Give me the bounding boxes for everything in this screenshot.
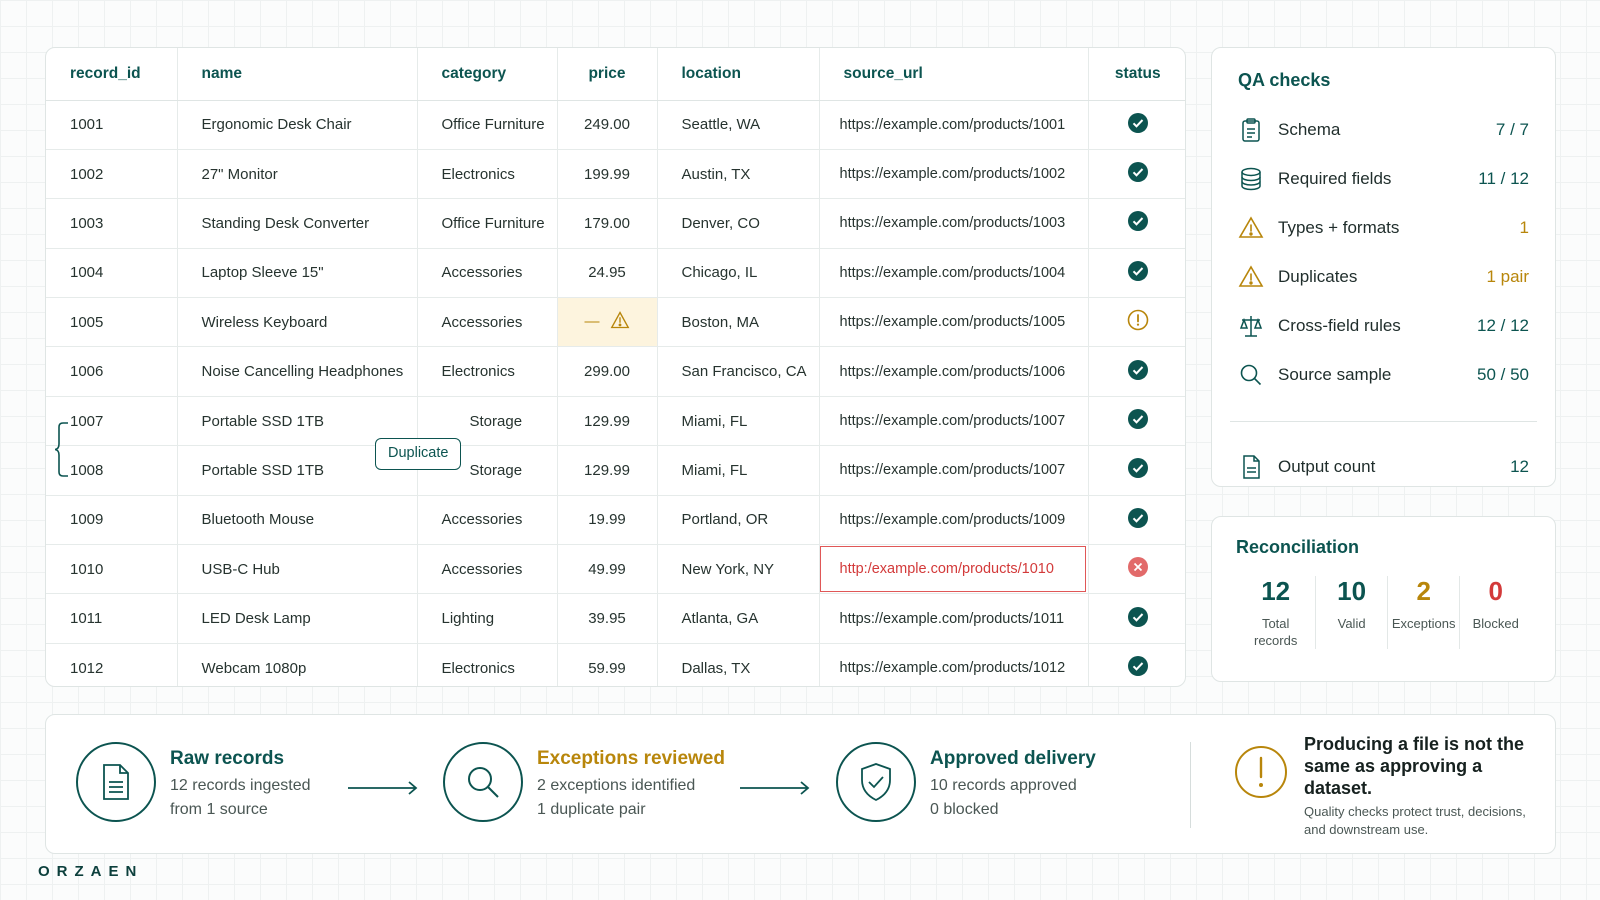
- cell-source-url: [819, 643, 1088, 687]
- cell-value: 299.00: [584, 363, 630, 381]
- cell-value: 249.00: [584, 116, 630, 134]
- cell-source-url: [819, 545, 1088, 594]
- cell-price: [557, 149, 657, 198]
- warning-triangle-icon: [1238, 215, 1264, 241]
- cell-location: [657, 495, 819, 544]
- check-circle-icon: [1127, 507, 1149, 533]
- cell-record-id: [46, 149, 177, 198]
- cell-value: —: [584, 313, 600, 331]
- cell-category: [417, 545, 557, 594]
- error-circle-icon: [1127, 556, 1149, 582]
- flow-step-line: 12 records ingested: [170, 777, 311, 794]
- qa-checks-panel: [1211, 47, 1556, 487]
- cell-value: 24.95: [588, 264, 626, 282]
- cell-value: 27" Monitor: [201, 165, 278, 183]
- cell-value: 179.00: [584, 214, 630, 232]
- reconciliation-stat: [1316, 576, 1388, 649]
- cell-value: Noise Cancelling Headphones: [201, 363, 404, 381]
- cell-location: [657, 100, 819, 149]
- cell-source-url: [819, 594, 1088, 643]
- cell-value: 1003: [70, 214, 104, 232]
- cell-status: [1088, 446, 1186, 495]
- cell-price: [557, 347, 657, 396]
- cell-value: Austin, TX: [681, 165, 751, 183]
- cell-value: LED Desk Lamp: [201, 610, 311, 628]
- check-circle-icon: [1127, 457, 1149, 483]
- cell-status: [1088, 149, 1186, 198]
- qa-check-value: 50 / 50: [1477, 364, 1529, 384]
- cell-name: [177, 298, 417, 347]
- reconciliation-title: Reconciliation: [1236, 537, 1360, 557]
- cell-value: San Francisco, CA: [681, 363, 807, 381]
- qa-check-list: [1238, 105, 1529, 399]
- cell-source-url: [819, 298, 1088, 347]
- cell-status: [1088, 545, 1186, 594]
- qa-check-row[interactable]: [1238, 252, 1529, 301]
- cell-value: Atlanta, GA: [681, 610, 759, 628]
- stat-label: Blocked: [1472, 616, 1519, 631]
- cell-value: Miami, FL: [681, 412, 748, 430]
- qa-check-value: 1 pair: [1486, 266, 1529, 286]
- stat-label: Total records: [1254, 616, 1298, 648]
- cell-value: 1005: [70, 313, 104, 331]
- flow-step-title: Raw records: [170, 748, 285, 769]
- reconciliation-stats: [1236, 576, 1531, 649]
- cell-status: [1088, 643, 1186, 687]
- table-row[interactable]: [46, 248, 1186, 297]
- cell-value: https://example.com/products/1012: [839, 660, 1066, 677]
- check-circle-icon: [1127, 359, 1149, 385]
- cell-value: 1010: [70, 560, 104, 578]
- reconciliation-stat: [1388, 576, 1461, 649]
- cell-value: Storage: [469, 461, 523, 479]
- records-table-card: [45, 47, 1186, 687]
- cell-price: [557, 248, 657, 297]
- arrow-right-icon: [740, 781, 812, 795]
- cell-source-url: [819, 248, 1088, 297]
- qa-divider: [1230, 421, 1537, 422]
- cell-value: Accessories: [441, 264, 523, 282]
- note-title: Producing a file is not the same as approving a dataset.: [1304, 734, 1525, 798]
- alert-circle-icon: [1127, 309, 1149, 335]
- cell-value: 1004: [70, 264, 104, 282]
- cell-value: 1008: [70, 461, 104, 479]
- cell-value: 39.95: [588, 610, 626, 628]
- check-circle-icon: [1127, 260, 1149, 286]
- cell-status: [1088, 248, 1186, 297]
- cell-name: [177, 495, 417, 544]
- cell-price: [557, 643, 657, 687]
- cell-price: [557, 100, 657, 149]
- cell-source-url: [819, 199, 1088, 248]
- cell-location: [657, 199, 819, 248]
- column-header-status[interactable]: status: [1088, 48, 1186, 100]
- cell-name: [177, 545, 417, 594]
- cell-category: [417, 495, 557, 544]
- cell-source-url: [819, 495, 1088, 544]
- cell-value: https://example.com/products/1002: [839, 166, 1066, 183]
- flow-step-line: 0 blocked: [930, 801, 999, 818]
- check-circle-icon: [1127, 606, 1149, 632]
- document-icon: [1238, 454, 1264, 480]
- flow-divider: [1190, 742, 1191, 828]
- qa-check-value: 1: [1519, 217, 1529, 237]
- clipboard-icon: [1238, 117, 1264, 143]
- reconciliation-panel: [1211, 516, 1556, 682]
- cell-status: [1088, 100, 1186, 149]
- cell-price: [557, 545, 657, 594]
- check-circle-icon: [1127, 112, 1149, 138]
- cell-value: Lighting: [441, 610, 495, 628]
- column-header-record-id[interactable]: record_id: [46, 48, 177, 100]
- flow-step-line: 2 exceptions identified: [537, 777, 696, 794]
- cell-value: 49.99: [588, 560, 626, 578]
- cell-record-id: [46, 545, 177, 594]
- stat-label: Exceptions: [1391, 616, 1456, 631]
- column-header-source-url[interactable]: source_url: [819, 48, 1088, 100]
- qa-check-label: Duplicates: [1278, 266, 1358, 286]
- output-count-row: [1238, 442, 1529, 491]
- cell-record-id: [46, 100, 177, 149]
- delivery-flow-panel: [45, 714, 1556, 854]
- cell-record-id: [46, 347, 177, 396]
- cell-value: Standing Desk Converter: [201, 214, 370, 232]
- cell-record-id: [46, 594, 177, 643]
- output-count-value: 12: [1510, 456, 1529, 476]
- cell-location: [657, 248, 819, 297]
- cell-value: https://example.com/products/1009: [839, 511, 1066, 528]
- cell-value: 199.99: [584, 165, 630, 183]
- check-circle-icon: [1127, 210, 1149, 236]
- flow-step-title: Approved delivery: [930, 748, 1096, 769]
- cell-name: [177, 248, 417, 297]
- column-header-category[interactable]: category: [417, 48, 557, 100]
- qa-check-row[interactable]: [1238, 154, 1529, 203]
- cell-record-id: [46, 495, 177, 544]
- table-row[interactable]: [46, 149, 1186, 198]
- shield-check-icon: [836, 742, 916, 822]
- cell-category: [417, 248, 557, 297]
- cell-value: https://example.com/products/1007: [839, 413, 1066, 430]
- cell-value: 1007: [70, 412, 104, 430]
- cell-value: 59.99: [588, 659, 626, 677]
- cell-source-url: [819, 149, 1088, 198]
- cell-value: 129.99: [584, 412, 630, 430]
- cell-value: 1006: [70, 363, 104, 381]
- cell-value: https://example.com/products/1006: [839, 363, 1066, 380]
- qa-check-row[interactable]: [1238, 350, 1529, 399]
- cell-value: 19.99: [588, 511, 626, 529]
- qa-check-label: Schema: [1278, 119, 1341, 139]
- flow-step-line: 1 duplicate pair: [537, 801, 646, 818]
- cell-value: Accessories: [441, 511, 523, 529]
- table-header-row: [46, 48, 1186, 100]
- check-circle-icon: [1127, 408, 1149, 434]
- duplicate-tag: Duplicate: [375, 438, 461, 470]
- qa-check-value: 11 / 12: [1478, 168, 1529, 188]
- cell-record-id: [46, 199, 177, 248]
- cell-value: Electronics: [441, 165, 515, 183]
- cell-price: [557, 396, 657, 445]
- cell-value: New York, NY: [681, 560, 775, 578]
- table-row[interactable]: [46, 643, 1186, 687]
- cell-value: Seattle, WA: [681, 116, 761, 134]
- warning-triangle-icon: [610, 311, 630, 333]
- table-body: [46, 100, 1186, 687]
- table-row[interactable]: [46, 396, 1186, 445]
- table-row[interactable]: [46, 100, 1186, 149]
- column-header-price[interactable]: price: [557, 48, 657, 100]
- cell-location: [657, 298, 819, 347]
- qa-check-row[interactable]: [1238, 301, 1529, 350]
- cell-source-url: [819, 446, 1088, 495]
- cell-status: [1088, 495, 1186, 544]
- cell-name: [177, 199, 417, 248]
- arrow-right-icon: [348, 781, 420, 795]
- cell-record-id: [46, 248, 177, 297]
- brand-logo: ORZAEN: [38, 863, 144, 880]
- cell-status: [1088, 199, 1186, 248]
- cell-category: [417, 199, 557, 248]
- database-icon: [1238, 166, 1264, 192]
- table-row[interactable]: [46, 594, 1186, 643]
- qa-check-row[interactable]: [1238, 203, 1529, 252]
- cell-value: Electronics: [441, 659, 515, 677]
- search-icon: [443, 742, 523, 822]
- cell-name: [177, 149, 417, 198]
- cell-status: [1088, 298, 1186, 347]
- cell-category: [417, 643, 557, 687]
- flow-step-title: Exceptions reviewed: [537, 748, 725, 769]
- stat-value: 2: [1416, 576, 1431, 606]
- check-circle-icon: [1127, 655, 1149, 681]
- qa-check-value: 12 / 12: [1477, 315, 1529, 335]
- cell-category: [417, 298, 557, 347]
- flow-step-approved: [836, 742, 1096, 822]
- cell-location: [657, 149, 819, 198]
- cell-name: [177, 594, 417, 643]
- cell-source-url: [819, 100, 1088, 149]
- cell-price: [557, 495, 657, 544]
- cell-record-id: [46, 298, 177, 347]
- qa-check-label: Required fields: [1278, 168, 1392, 188]
- table-row[interactable]: [46, 347, 1186, 396]
- qa-check-value: 7 / 7: [1495, 119, 1529, 139]
- cell-location: [657, 594, 819, 643]
- cell-status: [1088, 594, 1186, 643]
- note-subtitle: Quality checks protect trust, decisions, and downstream use.: [1304, 804, 1526, 837]
- cell-status: [1088, 396, 1186, 445]
- cell-category: [417, 149, 557, 198]
- column-header-name[interactable]: name: [177, 48, 417, 100]
- cell-value: https://example.com/products/1004: [839, 264, 1066, 281]
- check-circle-icon: [1127, 161, 1149, 187]
- cell-value: 1002: [70, 165, 104, 183]
- cell-category: [417, 100, 557, 149]
- flow-step-line: from 1 source: [170, 801, 268, 818]
- cell-value: Ergonomic Desk Chair: [201, 116, 352, 134]
- cell-value: Webcam 1080p: [201, 659, 307, 677]
- cell-value: Miami, FL: [681, 461, 748, 479]
- cell-price: [557, 298, 657, 347]
- cell-value: Wireless Keyboard: [201, 313, 328, 331]
- search-icon: [1238, 362, 1264, 388]
- cell-value: Accessories: [441, 313, 523, 331]
- cell-name: [177, 347, 417, 396]
- cell-value: Storage: [469, 412, 523, 430]
- stat-label: Valid: [1337, 616, 1366, 631]
- cell-value: Office Furniture: [441, 116, 545, 134]
- cell-value: 129.99: [584, 461, 630, 479]
- cell-value: Bluetooth Mouse: [201, 511, 315, 529]
- cell-value: https://example.com/products/1011: [839, 610, 1065, 627]
- cell-location: [657, 643, 819, 687]
- records-table: [46, 48, 1186, 687]
- cell-value: 1012: [70, 659, 104, 677]
- cell-location: [657, 446, 819, 495]
- output-count-label: Output count: [1278, 456, 1376, 476]
- cell-location: [657, 545, 819, 594]
- qa-check-row[interactable]: [1238, 105, 1529, 154]
- cell-value: 1011: [70, 610, 103, 628]
- flow-step-raw-records: [76, 742, 311, 822]
- cell-name: [177, 100, 417, 149]
- cell-value: https://example.com/products/1007: [839, 462, 1066, 479]
- duplicate-bracket-icon: [55, 422, 69, 477]
- cell-value: Portland, OR: [681, 511, 769, 529]
- reconciliation-stat: [1460, 576, 1531, 649]
- cell-price: [557, 594, 657, 643]
- table-row[interactable]: [46, 446, 1186, 495]
- column-header-location[interactable]: location: [657, 48, 819, 100]
- cell-record-id: [46, 643, 177, 687]
- table-row[interactable]: [46, 199, 1186, 248]
- cell-value: Office Furniture: [441, 214, 545, 232]
- cell-value: Chicago, IL: [681, 264, 758, 282]
- cell-value: https://example.com/products/1003: [839, 215, 1066, 232]
- cell-location: [657, 347, 819, 396]
- cell-name: [177, 643, 417, 687]
- reconciliation-stat: [1236, 576, 1316, 649]
- document-icon: [76, 742, 156, 822]
- cell-value: Portable SSD 1TB: [201, 412, 325, 430]
- stat-value: 0: [1488, 576, 1503, 606]
- cell-value: https://example.com/products/1001: [839, 116, 1066, 133]
- cell-value: Boston, MA: [681, 313, 760, 331]
- cell-value: https://example.com/products/1005: [839, 314, 1066, 331]
- cell-price: [557, 199, 657, 248]
- cell-value: Electronics: [441, 363, 515, 381]
- cell-value: Denver, CO: [681, 214, 760, 232]
- flow-step-exceptions: [443, 742, 725, 822]
- stat-value: 10: [1337, 576, 1367, 606]
- cell-category: [417, 347, 557, 396]
- qa-check-label: Source sample: [1278, 364, 1392, 384]
- warning-triangle-icon: [1238, 264, 1264, 290]
- scale-icon: [1238, 313, 1264, 339]
- cell-value: Accessories: [441, 560, 523, 578]
- table-row[interactable]: [46, 495, 1186, 544]
- alert-circle-icon: [1233, 744, 1289, 800]
- cell-status: [1088, 347, 1186, 396]
- table-row[interactable]: [46, 545, 1186, 594]
- cell-value: http:/example.com/products/1010: [839, 561, 1054, 578]
- cell-category: [417, 594, 557, 643]
- cell-value: 1001: [70, 116, 104, 134]
- cell-value: 1009: [70, 511, 104, 529]
- cell-location: [657, 396, 819, 445]
- cell-value: Dallas, TX: [681, 659, 751, 677]
- cell-price: [557, 446, 657, 495]
- qa-title: QA checks: [1238, 70, 1331, 90]
- cell-value: Portable SSD 1TB: [201, 461, 325, 479]
- flow-step-line: 10 records approved: [930, 777, 1077, 794]
- qa-check-label: Cross-field rules: [1278, 315, 1401, 335]
- cell-value: USB-C Hub: [201, 560, 280, 578]
- stat-value: 12: [1261, 576, 1291, 606]
- cell-value: Laptop Sleeve 15": [201, 264, 324, 282]
- cell-source-url: [819, 347, 1088, 396]
- cell-source-url: [819, 396, 1088, 445]
- table-row[interactable]: [46, 298, 1186, 347]
- qa-check-label: Types + formats: [1278, 217, 1400, 237]
